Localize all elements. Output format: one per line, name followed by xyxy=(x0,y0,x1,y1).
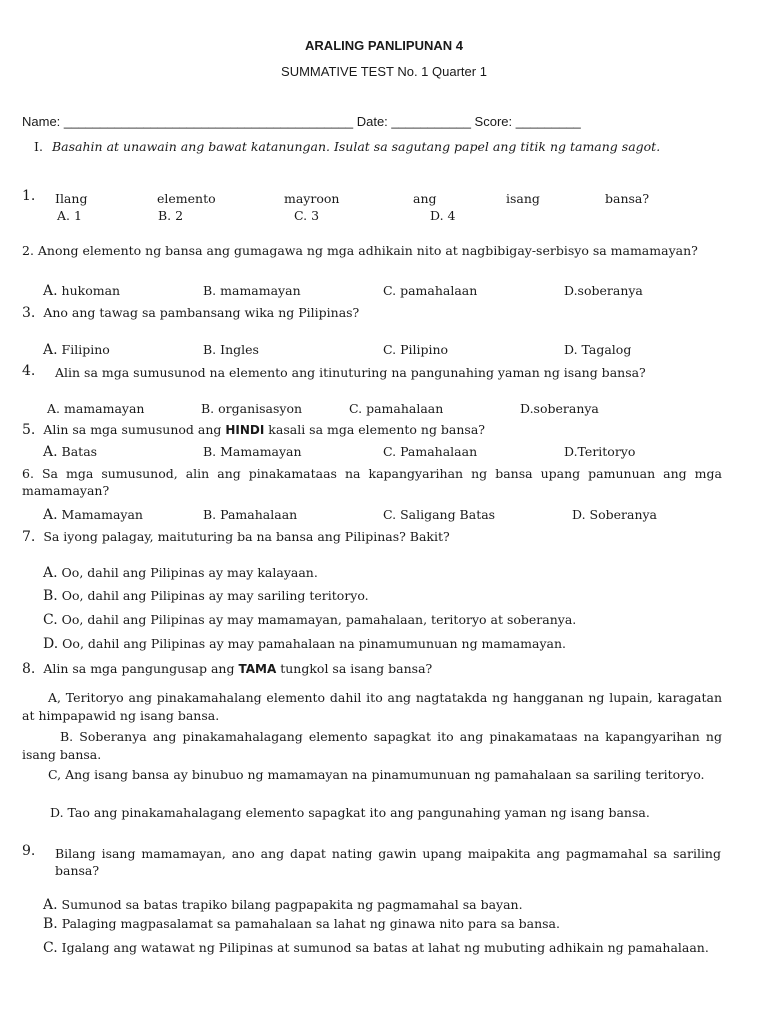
q7-option-a: A. Oo, dahil ang Pilipinas ay may kalayaan. xyxy=(43,565,318,581)
q5-option-d: D.Teritoryo xyxy=(564,444,636,459)
q5-text: 5. Alin sa mga sumusunod ang HINDI kasali sa mga elemento ng bansa? xyxy=(22,422,486,438)
q8-option-c: C, Ang isang bansa ay binubuo ng mamamayan na pinamumunuan ng pamahalaan sa sariling teritoryo. xyxy=(48,767,705,782)
q9-number: 9. xyxy=(22,843,36,859)
q8-option-a: A, Teritoryo ang pinakamahalang elemento dahil ito ang nagtatakda ng hangganan ng lupain, karagatan at himpapawid ng isang bansa. xyxy=(22,690,722,723)
q4-option-b: B. organisasyon xyxy=(201,401,303,416)
q9-option-b: B. Palaging magpasalamat sa pamahalaan sa lahat ng ginawa nito para sa bansa. xyxy=(43,916,560,932)
q4-text: Alin sa mga sumusunod na elemento ang itinuturing na pangunahing yaman ng isang bansa? xyxy=(55,365,646,380)
q9-option-c: C. Igalang ang watawat ng Pilipinas at sumunod sa batas at lahat ng mubuting adhikain ng pamahalaan. xyxy=(43,940,709,956)
q2-text: 2. Anong elemento ng bansa ang gumagawa ng mga adhikain nito at nagbibigay-serbisyo sa mamamayan? xyxy=(22,243,698,258)
q3-option-c: C. Pilipino xyxy=(383,342,449,357)
q4-option-a: A. mamamayan xyxy=(47,401,145,416)
q6-option-b: B. Pamahalaan xyxy=(203,507,298,522)
q1-word: elemento xyxy=(157,191,216,206)
q7-option-d: D. Oo, dahil ang Pilipinas ay may pamahalaan na pinamumunuan ng mamamayan. xyxy=(43,636,566,652)
q3-option-b: B. Ingles xyxy=(203,342,259,357)
page-subtitle: SUMMATIVE TEST No. 1 Quarter 1 xyxy=(281,64,487,79)
page-title: ARALING PANLIPUNAN 4 xyxy=(305,38,463,53)
q9-text: Bilang isang mamamayan, ano ang dapat nating gawin upang maipakita ang pagmamahal sa sariling bansa? xyxy=(55,846,721,878)
q1-word: mayroon xyxy=(284,191,340,206)
q8-option-d: D. Tao ang pinakamahalagang elemento sapagkat ito ang pangunahing yaman ng isang bansa. xyxy=(50,805,650,820)
q6-option-c: C. Saligang Batas xyxy=(383,507,496,522)
q3-option-a: A. Filipino xyxy=(43,342,110,358)
q5-option-c: C. Pamahalaan xyxy=(383,444,478,459)
q9-option-a: A. Sumunod sa batas trapiko bilang pagpapakita ng pagmamahal sa bayan. xyxy=(43,897,523,913)
q1-number: 1. xyxy=(22,188,36,204)
q3-text: 3. Ano ang tawag sa pambansang wika ng Pilipinas? xyxy=(22,305,360,321)
q6-option-a: A. Mamamayan xyxy=(43,507,143,523)
q1-word: isang xyxy=(506,191,540,206)
q7-option-b: B. Oo, dahil ang Pilipinas ay may sariling teritoryo. xyxy=(43,588,369,604)
q6-text: 6. Sa mga sumusunod, alin ang pinakamataas na kapangyarihan ng bansa upang pamunuan ang mga mamamayan? xyxy=(22,466,722,498)
q6-option-d: D. Soberanya xyxy=(572,507,658,522)
q1-option-d: D. 4 xyxy=(430,208,456,223)
q7-text: 7. Sa iyong palagay, maituturing ba na bansa ang Pilipinas? Bakit? xyxy=(22,529,450,545)
q8-text: 8. Alin sa mga pangungusap ang TAMA tungkol sa isang bansa? xyxy=(22,661,433,677)
instruction xyxy=(34,138,720,155)
q1-word: bansa? xyxy=(605,191,650,206)
q5-option-b: B. Mamamayan xyxy=(203,444,302,459)
q5-option-a: A. Batas xyxy=(43,444,98,460)
q2-option-b: B. mamamayan xyxy=(203,283,301,298)
q2-option-d: D.soberanya xyxy=(564,283,643,298)
instruction-text: Basahin at unawain ang bawat katanungan. Isulat sa sagutang papel ang titik ng tamang sagot. xyxy=(52,139,661,154)
q1-option-c: C. 3 xyxy=(294,208,320,223)
q1-option-b: B. 2 xyxy=(158,208,184,223)
q1-word: Ilang xyxy=(55,191,88,206)
q4-option-c: C. pamahalaan xyxy=(349,401,444,416)
q2-option-c: C. pamahalaan xyxy=(383,283,478,298)
q8-option-b: B. Soberanya ang pinakamahalagang elemento sapagkat ito ang pinakamataas na kapangyarihan ng isang bansa. xyxy=(22,729,722,762)
q2-option-a: A. hukoman xyxy=(43,283,121,299)
q3-option-d: D. Tagalog xyxy=(564,342,632,357)
q4-option-d: D.soberanya xyxy=(520,401,599,416)
q1-option-a: A. 1 xyxy=(57,208,82,223)
q4-number: 4. xyxy=(22,363,36,379)
q7-option-c: C. Oo, dahil ang Pilipinas ay may mamamayan, pamahalaan, teritoryo at soberanya. xyxy=(43,612,577,628)
q1-word: ang xyxy=(413,191,437,206)
name-date-score-line: Name: ________________________________________ Date: ___________ Score: _________ xyxy=(22,114,581,129)
instruction-number: I. xyxy=(34,139,43,154)
